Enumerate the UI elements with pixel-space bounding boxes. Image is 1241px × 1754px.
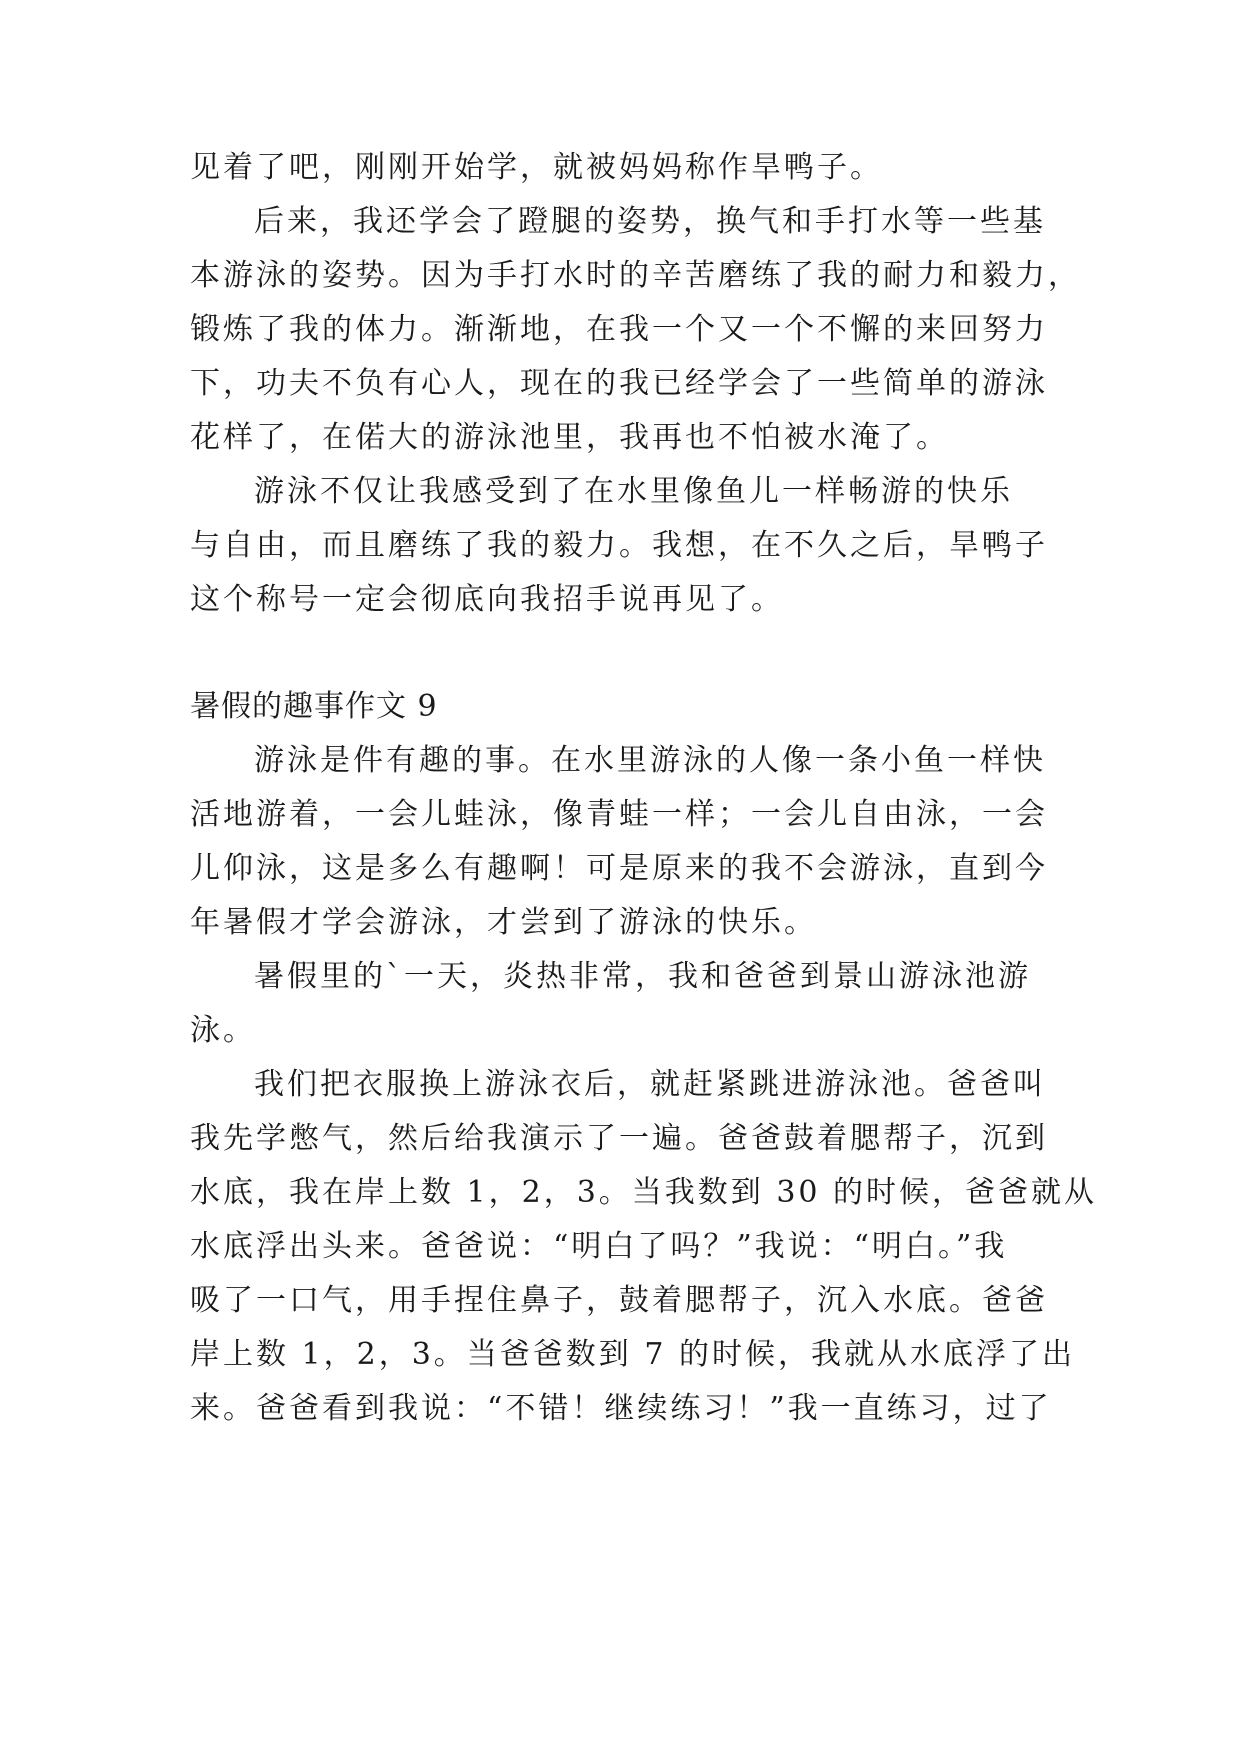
- paragraph-line: 这个称号一定会彻底向我招手说再见了。: [190, 582, 784, 617]
- paragraph-line: 儿仰泳，这是多么有趣啊！可是原来的我不会游泳，直到今: [190, 851, 1048, 886]
- paragraph-line: 来。爸爸看到我说：“不错！继续练习！”我一直练习，过了: [190, 1391, 1052, 1426]
- paragraph-line: 游泳是件有趣的事。在水里游泳的人像一条小鱼一样快: [254, 743, 1046, 778]
- paragraph-line: 活地游着，一会儿蛙泳，像青蛙一样；一会儿自由泳，一会: [190, 797, 1048, 832]
- paragraph-line: 吸了一口气，用手捏住鼻子，鼓着腮帮子，沉入水底。爸爸: [190, 1283, 1048, 1318]
- paragraph-line: 泳。: [190, 1013, 256, 1048]
- paragraph-line: 水底浮出头来。爸爸说：“明白了吗？”我说：“明白。”我: [190, 1229, 1008, 1264]
- paragraph-line: 本游泳的姿势。因为手打水时的辛苦磨练了我的耐力和毅力，: [190, 258, 1081, 293]
- paragraph-line: 下，功夫不负有心人，现在的我已经学会了一些简单的游泳: [190, 366, 1048, 401]
- paragraph-line: 后来，我还学会了蹬腿的姿势，换气和手打水等一些基: [254, 204, 1046, 239]
- paragraph-line: 我们把衣服换上游泳衣后，就赶紧跳进游泳池。爸爸叫: [254, 1067, 1046, 1102]
- paragraph-line: 与自由，而且磨练了我的毅力。我想，在不久之后，旱鸭子: [190, 528, 1048, 563]
- paragraph-line: 暑假里的`一天，炎热非常，我和爸爸到景山游泳池游: [254, 959, 1031, 994]
- paragraph-line: 年暑假才学会游泳，才尝到了游泳的快乐。: [190, 905, 817, 940]
- paragraph-line: 游泳不仅让我感受到了在水里像鱼儿一样畅游的快乐: [254, 474, 1013, 509]
- paragraph-line: 见着了吧，刚刚开始学，就被妈妈称作旱鸭子。: [190, 150, 883, 185]
- paragraph-line: 花样了，在偌大的游泳池里，我再也不怕被水淹了。: [190, 420, 949, 455]
- paragraph-line: 锻炼了我的体力。渐渐地，在我一个又一个不懈的来回努力: [190, 312, 1048, 347]
- paragraph-line: 我先学憋气，然后给我演示了一遍。爸爸鼓着腮帮子，沉到: [190, 1121, 1048, 1156]
- paragraph-line: 岸上数 1，2，3。当爸爸数到 7 的时候，我就从水底浮了出: [190, 1337, 1075, 1372]
- paragraph-line: 水底，我在岸上数 1，2，3。当我数到 30 的时候，爸爸就从: [190, 1175, 1098, 1210]
- section-heading: 暑假的趣事作文 9: [190, 689, 438, 724]
